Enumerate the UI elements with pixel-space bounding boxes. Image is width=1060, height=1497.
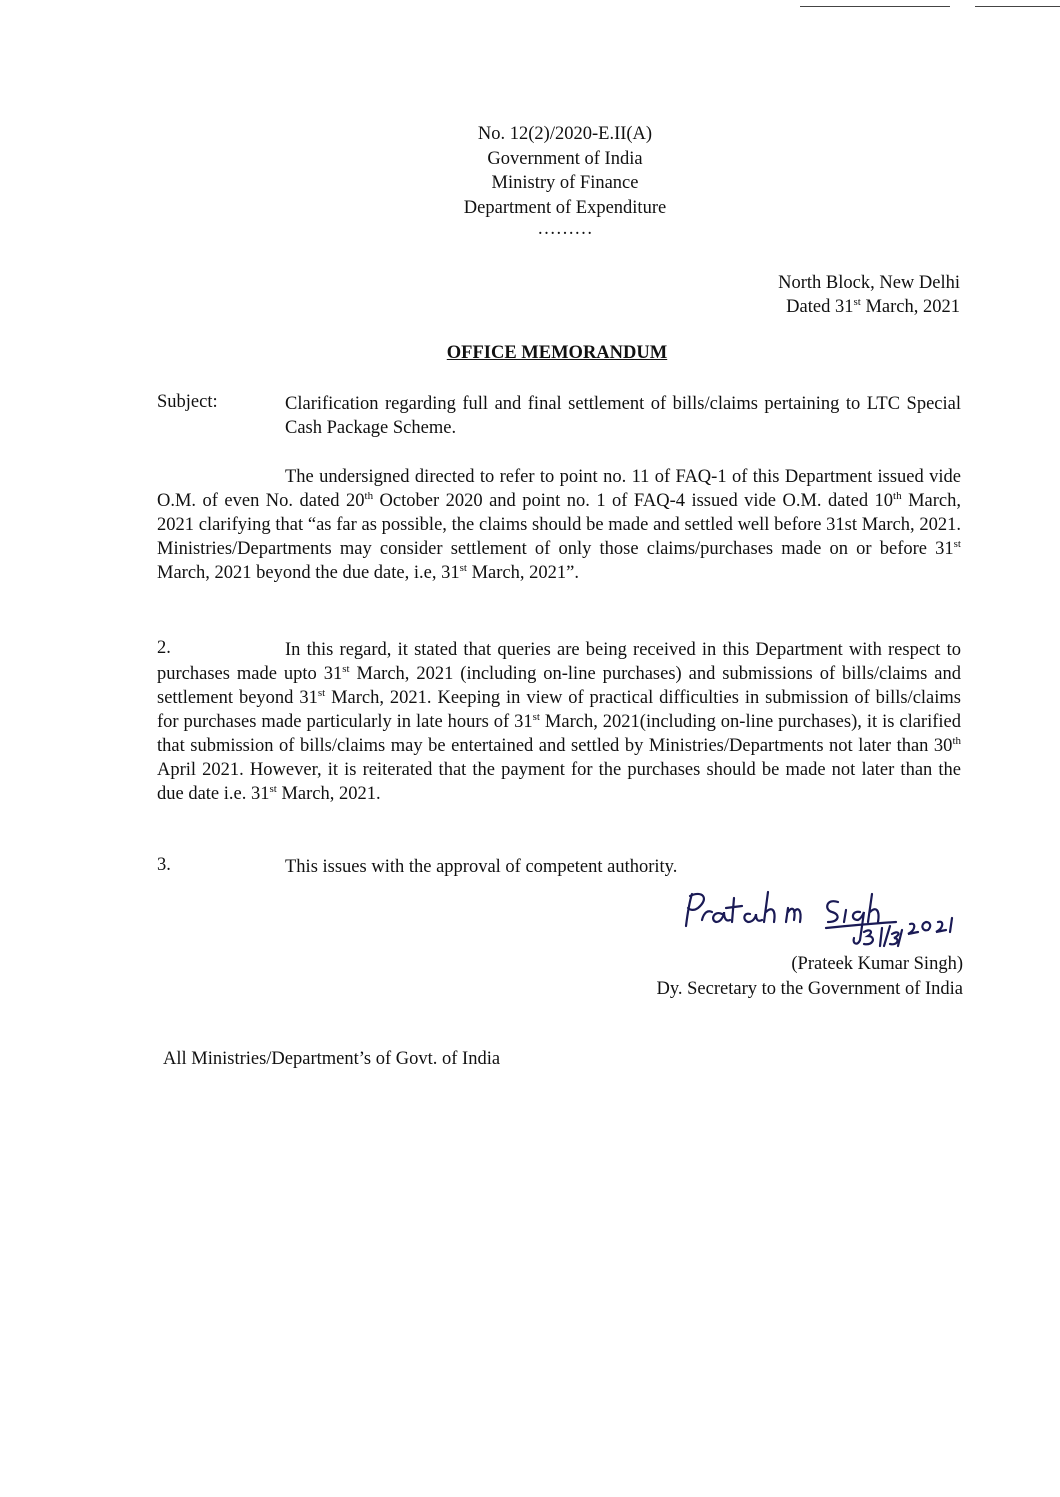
distribution: All Ministries/Department’s of Govt. of India: [163, 1049, 501, 1069]
place-date: [778, 271, 960, 319]
superscript: th: [893, 490, 902, 502]
signatory-name: (Prateek Kumar Singh): [791, 954, 963, 974]
paragraph-text: October 2020 and point no. 1 of FAQ-4 issued vide O.M. dated 10: [373, 491, 894, 511]
superscript: st: [269, 783, 277, 795]
date-sup: st: [853, 296, 861, 308]
date: [778, 295, 960, 319]
paragraph-text: In this regard, it stated that queries are being received in this Department with respect to purchases made upto 31: [157, 640, 961, 684]
letterhead: [365, 122, 765, 238]
signatory-designation: Dy. Secretary to the Government of India: [656, 979, 963, 999]
separator: ………: [537, 219, 593, 239]
handwritten-signature: [676, 888, 966, 950]
document-title: OFFICE MEMORANDUM: [446, 343, 668, 363]
date-text: Dated 31: [786, 297, 854, 317]
paragraph-text: March, 2021(including on-line purchases), it is clarified that submission of bills/claims may be entertained and settled by Ministries/Departments not later than 30: [157, 712, 961, 756]
paragraph-text: March, 2021”.: [466, 563, 579, 583]
file-number: No. 12(2)/2020-E.II(A): [477, 124, 653, 144]
superscript: st: [317, 687, 326, 699]
government: Government of India: [487, 148, 643, 169]
scan-edge-line: [800, 6, 950, 7]
paragraph-1: [157, 465, 961, 585]
superscript: st: [342, 663, 350, 675]
paragraph-text: March, 2021. Keeping in view of practical difficulties in submission of bills/claims for purchases made particularly in late hours of 31: [157, 688, 961, 732]
paragraph-text: This issues with the approval of competent authority.: [285, 857, 678, 877]
paragraph-text: March, 2021 clarifying that “as far as possible, the claims should be made and settled well before 31st March, 2021. Ministries/Departments may consider settlement of only those claims/purchases made on or before 31: [157, 491, 961, 559]
date-text: March, 2021: [860, 297, 960, 317]
paragraph-3: [285, 855, 961, 879]
subject-text: Clarification regarding full and final settlement of bills/claims pertaining to LTC Special Cash Package Scheme.: [285, 394, 961, 438]
place: North Block, New Delhi: [778, 273, 960, 293]
department: Department of Expenditure: [463, 197, 667, 218]
superscript: th: [952, 735, 961, 747]
superscript: st: [459, 562, 467, 574]
ministry: Ministry of Finance: [491, 173, 639, 193]
scan-edge-line: [975, 6, 1060, 7]
paragraph-text: March, 2021.: [276, 784, 381, 804]
superscript: st: [953, 538, 961, 550]
paragraph-text: April 2021. However, it is reiterated that the payment for the purchases should be made not later than the due date i.e. 31: [157, 760, 961, 804]
paragraph-text: The undersigned directed to refer to point no. 11 of FAQ-1 of this Department issued vide O.M. of even No. dated 20: [157, 467, 961, 511]
paragraph-text: March, 2021 (including on-line purchases) and submissions of bills/claims and settlement beyond 31: [157, 664, 961, 708]
paragraph-number: 2.: [157, 638, 171, 658]
signatory: [656, 952, 963, 1001]
superscript: th: [364, 490, 374, 502]
paragraph-text: March, 2021 beyond the due date, i.e, 31: [157, 563, 460, 583]
paragraph-number: 3.: [157, 855, 171, 875]
paragraph-2: [157, 638, 961, 806]
superscript: st: [532, 711, 540, 723]
subject-label: Subject:: [157, 392, 218, 412]
